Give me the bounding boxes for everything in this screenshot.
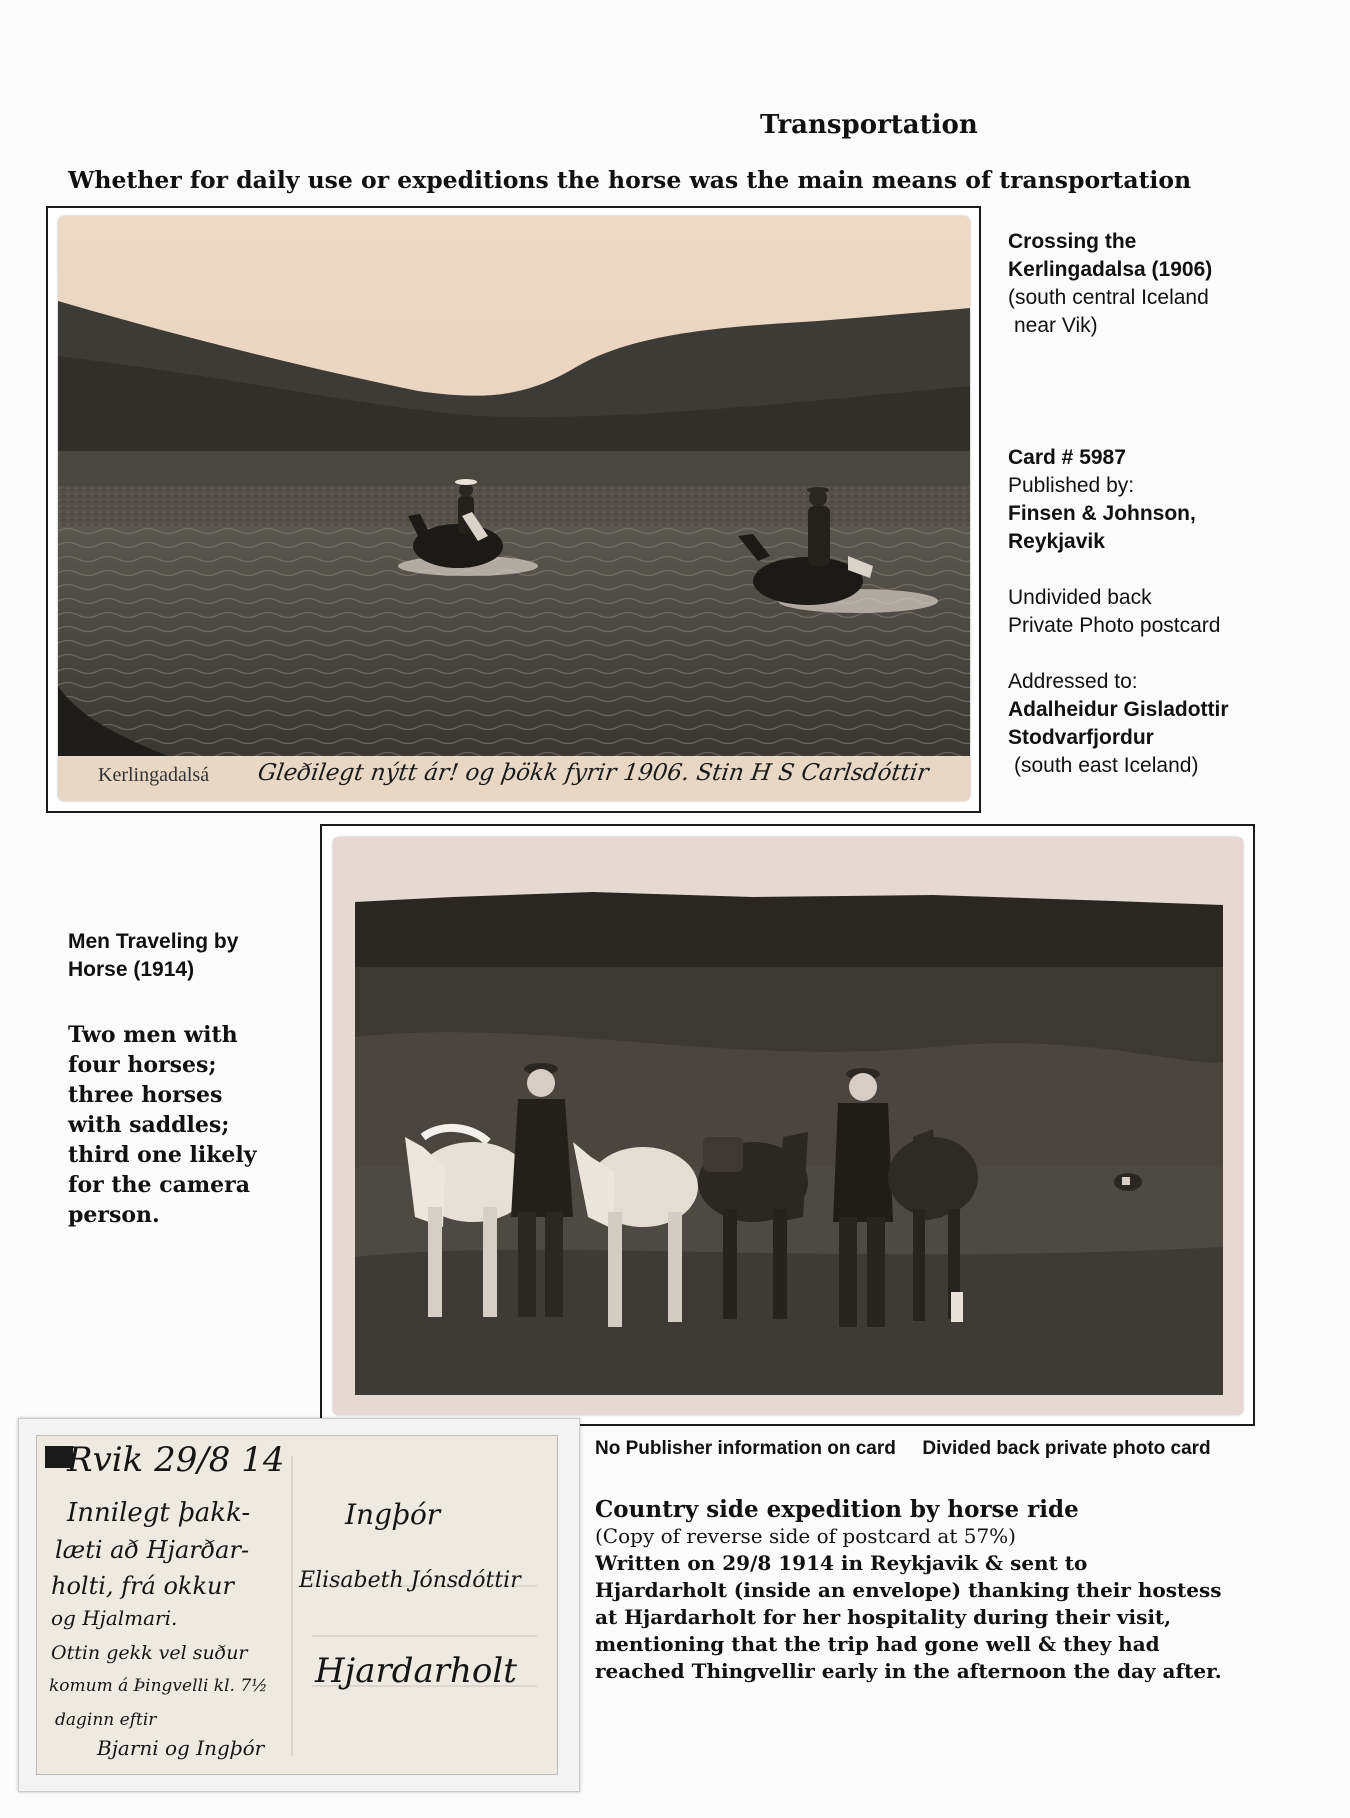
handwritten-line: Ottin gekk vel suður xyxy=(51,1642,248,1664)
card2-desc-line: person. xyxy=(68,1202,160,1228)
handwritten-signature: Elisabeth Jónsdóttir xyxy=(299,1568,521,1593)
card2-back-note: Divided back private photo card xyxy=(922,1438,1211,1459)
card1-location-line2: near Vik) xyxy=(1014,314,1098,337)
card1-photo xyxy=(58,216,970,801)
card2-desc-line: third one likely xyxy=(68,1142,257,1168)
card3-postcard-back xyxy=(36,1435,558,1775)
card2-notes xyxy=(595,1438,1211,1460)
card2-desc-line: for the camera xyxy=(68,1172,250,1198)
card3-description xyxy=(595,1496,1335,1685)
card1-printed-caption: Kerlingadalsá xyxy=(98,764,210,786)
card2-desc-line: three horses xyxy=(68,1082,223,1108)
card3-desc-line: reached Thingvellir early in the afternoon the day after. xyxy=(595,1659,1222,1683)
card3-desc-line: mentioning that the trip had gone well & they had xyxy=(595,1632,1160,1656)
handwritten-line: Bjarni og Ingþór xyxy=(97,1736,265,1760)
card1-side-info xyxy=(1008,228,1338,780)
card3-desc-line: Hjardarholt (inside an envelope) thanking their hostess xyxy=(595,1578,1222,1602)
card2-desc-line: four horses; xyxy=(68,1052,217,1078)
handwritten-line: holti, frá okkur xyxy=(51,1572,234,1600)
card1-addressee-line2: Stodvarfjordur xyxy=(1008,726,1154,749)
card3-heading: Country side expedition by horse ride xyxy=(595,1496,1079,1523)
handwritten-line: Innilegt þakk- xyxy=(67,1498,251,1528)
card1-back-line1: Undivided back xyxy=(1008,586,1152,609)
card3-desc-line: Written on 29/8 1914 in Reykjavik & sent to xyxy=(595,1551,1088,1575)
card1-title-line1: Crossing the xyxy=(1008,230,1137,253)
card2-publisher-note: No Publisher information on card xyxy=(595,1438,896,1459)
card1-location-line1: (south central Iceland xyxy=(1008,286,1209,309)
card1-addressee-line1: Adalheidur Gisladottir xyxy=(1008,698,1229,721)
men-with-horses-illustration xyxy=(333,837,1243,1415)
card1-publisher-line2: Reykjavik xyxy=(1008,530,1105,553)
card2-title-line2: Horse (1914) xyxy=(68,958,195,981)
handwritten-address: Hjardarholt xyxy=(315,1651,517,1691)
card2-title-line1: Men Traveling by xyxy=(68,930,239,953)
page-title: Transportation xyxy=(760,110,978,140)
card1-publisher-line1: Finsen & Johnson, xyxy=(1008,502,1196,525)
card1-card-number: Card # 5987 xyxy=(1008,446,1126,469)
card3-note: (Copy of reverse side of postcard at 57%) xyxy=(595,1524,1016,1548)
card1-addressed-label: Addressed to: xyxy=(1008,670,1138,693)
handwritten-signature: Ingþór xyxy=(345,1498,441,1531)
card3-desc-line: at Hjardarholt for her hospitality during their visit, xyxy=(595,1605,1172,1629)
card2-title xyxy=(68,928,238,984)
river-crossing-illustration xyxy=(58,216,970,801)
card1-published-label: Published by: xyxy=(1008,474,1135,497)
card2-photo xyxy=(333,837,1243,1415)
card2-description xyxy=(68,1020,257,1230)
handwritten-line: daginn eftir xyxy=(55,1710,157,1730)
card1-addressee-line3: (south east Iceland) xyxy=(1014,754,1199,777)
card1-title-line2: Kerlingadalsa (1906) xyxy=(1008,258,1213,281)
card1-back-line2: Private Photo postcard xyxy=(1008,614,1221,637)
handwritten-line: og Hjalmari. xyxy=(51,1606,178,1630)
card2-desc-line: with saddles; xyxy=(68,1112,230,1138)
handwritten-date: Rvik 29/8 14 xyxy=(67,1440,285,1480)
handwritten-line: komum á Þingvelli kl. 7½ xyxy=(49,1676,268,1696)
handwritten-line: læti að Hjarðar- xyxy=(55,1536,250,1564)
page-subtitle: Whether for daily use or expeditions the horse was the main means of transportation xyxy=(68,166,1192,194)
card2-desc-line: Two men with xyxy=(68,1022,238,1048)
card1-handwritten-greeting: Gleðilegt nýtt ár! og þökk fyrir 1906. Stin H S Carlsdóttir xyxy=(256,760,931,786)
